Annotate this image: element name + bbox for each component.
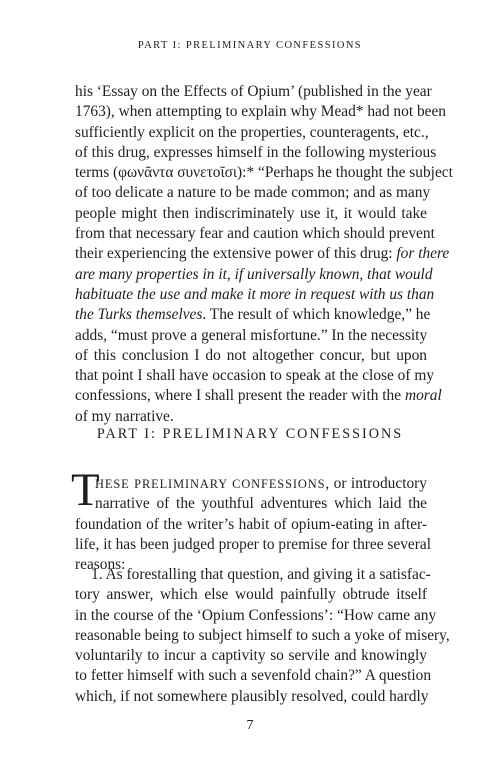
text-line: sufficiently explicit on the properties, counteragents, etc., bbox=[75, 123, 429, 141]
italic-run: for there bbox=[396, 245, 450, 263]
text-line: people might then indiscriminately use it, it would take bbox=[75, 204, 427, 222]
italic-run: moral bbox=[404, 387, 442, 405]
text-line: of my narrative. bbox=[75, 407, 174, 425]
text-line: foundation of the writer’s habit of opium-eating in after- bbox=[75, 515, 427, 533]
text-line: in the course of the ‘Opium Confessions’: “How came any bbox=[75, 606, 437, 624]
text-line: reasons: bbox=[75, 556, 126, 574]
text-line bbox=[75, 265, 433, 285]
text-line: adds, “must prove a general misfortune.” In the necessity bbox=[75, 326, 428, 344]
drop-cap: T bbox=[71, 464, 100, 516]
text-line: from that necessary fear and caution which should prevent bbox=[75, 225, 435, 243]
text-line: narrative of the youthful adventures which laid the bbox=[95, 495, 427, 513]
text-line: terms (φωνᾶντα συνετοῖσι):* “Perhaps he thought the subject bbox=[75, 164, 453, 182]
text-line bbox=[75, 474, 427, 494]
text-line bbox=[75, 305, 431, 325]
text-line: 1763), when attempting to explain why Mead* had not been bbox=[75, 103, 446, 121]
text-run: confessions, where I shall present the reader with the bbox=[75, 387, 402, 405]
section-heading: PART I: PRELIMINARY CONFESSIONS bbox=[96, 426, 404, 442]
running-head: PART I: PRELIMINARY CONFESSIONS bbox=[137, 40, 363, 51]
text-line: of this drug, expresses himself in the following mysterious bbox=[75, 143, 437, 161]
text-line: of too delicate a nature to be made common; and as many bbox=[75, 184, 431, 202]
italic-run: habituate the use and make it more in request with us than bbox=[75, 285, 435, 303]
text-line bbox=[75, 244, 450, 264]
text-line: reasonable being to subject himself to such a yoke of misery, bbox=[75, 626, 450, 644]
page-number: 7 bbox=[246, 718, 254, 733]
text-line: 1. As forestalling that question, and giving it a satisfac- bbox=[91, 566, 431, 583]
opening-paragraph bbox=[75, 474, 431, 575]
text-run: their experiencing the extensive power of this drug: bbox=[75, 245, 393, 263]
text-line: which, if not somewhere plausibly resolved, could hardly bbox=[75, 687, 429, 705]
text-line: that point I shall have occasion to speak at the close of my bbox=[75, 367, 435, 385]
text-line: to fetter himself with such a sevenfold chain?” A question bbox=[75, 667, 432, 685]
text-line: voluntarily to incur a captivity so servile and knowingly bbox=[75, 647, 427, 665]
numbered-paragraph bbox=[75, 565, 450, 707]
text-line: his ‘Essay on the Effects of Opium’ (published in the year bbox=[75, 83, 432, 100]
paragraph-continued bbox=[75, 82, 453, 427]
text-run: , or introductory bbox=[325, 475, 427, 492]
text-line: life, it has been judged proper to premise for three several bbox=[75, 535, 431, 553]
text-line bbox=[75, 386, 442, 406]
small-caps-run: HESE PRELIMINARY CONFESSIONS bbox=[95, 477, 326, 491]
text-line: tory answer, which else would painfully obtrude itself bbox=[75, 586, 427, 604]
italic-run: the Turks themselves bbox=[75, 306, 203, 324]
text-run: . The result of which knowledge,” he bbox=[202, 306, 431, 324]
text-line: of this conclusion I do not altogether concur, but upon bbox=[75, 346, 427, 364]
italic-run: are many properties in it, if universally known, that would bbox=[75, 265, 433, 283]
text-line bbox=[75, 285, 435, 305]
